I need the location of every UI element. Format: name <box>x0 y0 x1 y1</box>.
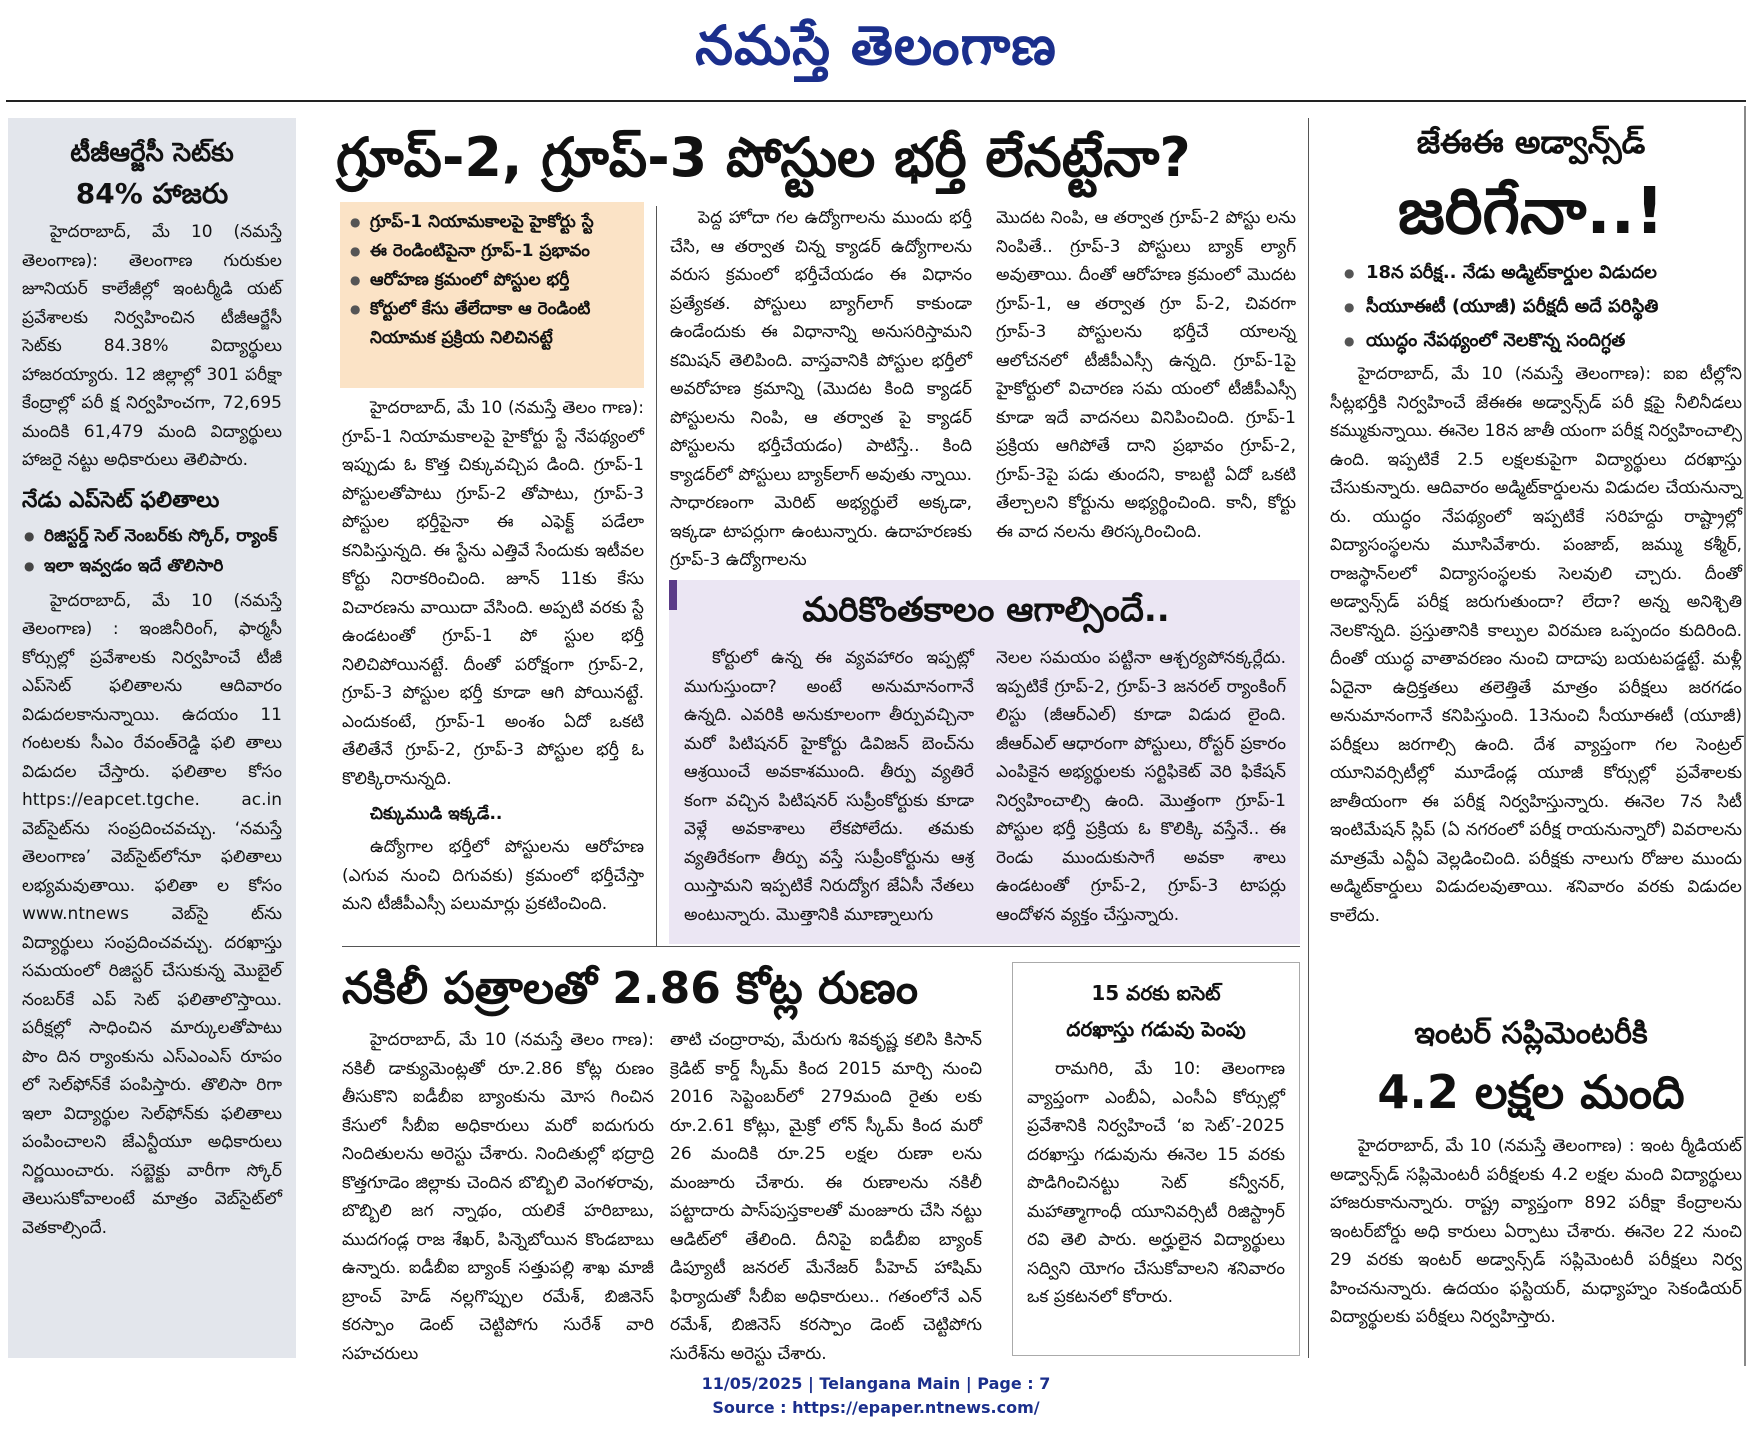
jee-text: హైదరాబాద్, మే 10 (నమస్తే తెలంగాణ): ఐఐ టీల్లోని సీట్లభర్తీకి నిర్వహించే జేఈఈ అడ్వాన్స్‌డ్ పరీ క్షపై నీలినీడలు కమ్ముకున్నాయి. ఈనెల 18న జాతీ యంగా పరీక్ష నిర్వహించాల్సి ఉంది. ఇప్పటికే 2.5 లక్షలకుపైగా విద్యార్థులు దరఖాస్తు చేసుకున్నారు. ఆదివారం అడ్మిట్‌కార్డులను విడుదల చేయనున్నా రు. యుద్ధం నేపథ్యంలో ఇప్పటికే సరిహద్దు రాష్ట్రాల్లో విద్యాసంస్థలను మూసివేశారు. పంజాబ్, జమ్ము కశ్మీర్, రాజస్థాన్‌లలో విద్యాసంస్థలకు సెలవులి చ్చారు. దీంతో అడ్వాన్స్‌డ్ పరీక్ష జరుగుతుందా? లేదా? అన్న అనిశ్చితి నెలకొన్నది. ప్రస్తుతానికి కాల్పుల విరమణ ఒప్పందం కుదిరింది. దీంతో యుద్ధ వాతావరణం నుంచి దాదాపు బయటపడ్డట్టే. మళ్లీ ఏదైనా ఉద్రిక్తతలు తలెత్తితే మాత్రం పరీక్షలు జరగడం అనుమానంగానే కనిపిస్తుంది. 13నుంచి సీయూఈటీ (యూజీ) పరీక్షలు జరగాల్సి ఉంది. దేశ వ్యాప్తంగా గల సెంట్రల్ యూనివర్సిటీల్లో మూడేండ్ల యూజీ కోర్సుల్లో ప్రవేశాలకు జాతీయంగా ఈ పరీక్ష నిర్వహిస్తున్నారు. ఈనెల 7న సిటీ ఇంటిమేషన్ స్లిప్ (ఏ నగరంలో పరీక్ష రాయనున్నారో) వివరాలను మాత్రమే ఎన్టీఏ వెల్లడించింది. పరీక్షకు నాలుగు రోజుల ముందు అడ్మిట్‌కార్డులు విడుదలవుతాయి. శనివారం వరకు విడుదల కాలేదు. <box>1330 364 1742 926</box>
icet-text: రామగిరి, మే 10: తెలంగాణ వ్యాప్తంగా ఎంబీఏ, ఎంసీఏ కోర్సుల్లో ప్రవేశానికి నిర్వహించే ‘ఐ సెట్’-2025 దరఖాస్తు గడువును ఈనెల 15 వరకు పొడిగించినట్టు సెట్ కన్వీనర్, మహాత్మాగాంధీ యూనివర్సిటీ రిజిస్ట్రార్ రవి తెలి పారు. అర్హులైన విద్యార్థులు సద్విని యోగం చేసుకోవాలని శనివారం ఒక ప్రకటనలో కోరారు. <box>1027 1059 1285 1307</box>
main-column-1 <box>342 394 644 919</box>
highlight-item: ● గ్రూప్-1 నియామకాలపై హైకోర్టు స్టే <box>350 208 634 237</box>
loan-col1-text: హైదరాబాద్, మే 10 (నమస్తే తెలం గాణ): నకిలీ డాక్యుమెంట్లతో రూ.2.86 కోట్ల రుణం తీసుకొని ఐడీబీఐ బ్యాంకును మోస గించిన కేసులో సీబీఐ అధికారులు మరో ఐదుగురు నిందితులను అరెస్టు చేశారు. నిందితుల్లో భద్రాద్రి కొత్తగూడెం జిల్లాకు చెందిన బొబ్బిలి వెంగళరావు, బొబ్బిలి జగ న్నాథం, యలికే హరిబాబు, ముదగండ్ల రాజ శేఖర్, పిన్నెబోయిన కొండబాబు ఉన్నారు. ఐడీబీఐ బ్యాంక్ సత్తుపల్లి శాఖ మాజీ బ్రాంచ్ హెడ్ నల్లగొప్పుల రమేశ్, బిజినెస్ కరస్పాం డెంట్ చెట్టిపోగు సురేశ్ వారి సహచరులు <box>342 1030 654 1364</box>
main-highlights-box <box>340 202 644 388</box>
loan-column-1 <box>342 1026 654 1368</box>
page-footer <box>0 1372 1752 1420</box>
highlight-item: ● ఈ రెండింటిపైనా గ్రూప్-1 ప్రభావం <box>350 237 634 266</box>
jee-headline-big: జరిగేనా..! <box>1397 175 1665 249</box>
main-col1-text2: ఉద్యోగాల భర్తీలో పోస్టులను ఆరోహణ (ఎగువ నుంచి దిగువకు) క్రమంలో భర్తీచేస్తా మని టీజీపీఎస్సీ పలుమార్లు ప్రకటించింది. <box>342 837 644 914</box>
inter-headline-small: ఇంటర్ సప్లిమెంటరీకి <box>1414 1016 1648 1051</box>
newspaper-logo: నమస్తే తెలంగాణ <box>695 14 1057 77</box>
eapcet-bullets <box>22 521 282 581</box>
eapcet-story-text: హైదరాబాద్, మే 10 (నమస్తే తెలంగాణ) : ఇంజినీరింగ్, ఫార్మసీ కోర్సుల్లో ప్రవేశాలకు నిర్వహించే టీజీ ఎప్‌సెట్ ఫలితాలను ఆదివారం విడుదలకానున్నాయి. ఉదయం 11 గంటలకు సీఎం రేవంత్‌రెడ్డి ఫలి తాలు విడుదల చేస్తారు. ఫలితాల కోసం https://eapcet.tgche. ac.in వెబ్‌సైట్‌ను సంప్రదించవచ్చు. ‘నమస్తే తెలంగాణ’ వెబ్‌సైట్‌లోనూ ఫలితాలు లభ్యమవుతాయి. ఫలితా ల కోసం www.ntnews వెబ్‌సై ట్‌ను విద్యార్థులు సంప్రదించవచ్చు. దరఖాస్తు సమయంలో రిజిస్టర్ చేసుకున్న మొబైల్ నంబర్‌కే ఎప్ సెట్ ఫలితాలొస్తాయి. పరీక్షల్లో సాధించిన మార్కులతోపాటు పొం దిన ర్యాంకును ఎస్ఎంఎస్ రూపం లో సెల్‌ఫోన్‌కే పంపిస్తారు. తొలిసా రిగా ఇలా విద్యార్థుల సెల్‌ఫోన్‌కు ఫలితాలు పంపించాలని జేఎన్టీయూ అధికారులు నిర్ణయించారు. సబ్జెక్టు వారీగా స్కోర్ తెలుసుకోవాలంటే మాత్రం వెబ్‌సైట్‌లో వెతకాల్సిందే. <box>22 590 282 1238</box>
icet-headline-line2: దరఖాస్తు గడువు పెంపు <box>1066 1017 1246 1041</box>
loan-headline: నకిలీ పత్రాలతో 2.86 కోట్ల రుణం <box>342 963 918 1014</box>
main-column-2 <box>670 204 972 575</box>
main-col2-text: పెద్ద హోదా గల ఉద్యోగాలను ముందు భర్తీ చేసి, ఆ తర్వాత చిన్న క్యాడర్ ఉద్యోగాలను వరుస క్రమంలో భర్తీచేయడం ఈ విధానం ప్రత్యేకత. పోస్టులు బ్యాగ్‌లాగ్ కాకుండా ఉండేందుకు ఈ విధానాన్ని అనుసరిస్తామని కమిషన్ తెలిపింది. వాస్తవానికి పోస్టుల భర్తీలో అవరోహణ క్రమాన్ని (మొదట కింది క్యాడర్ పోస్టులను నింపి, ఆ తర్వాత పై క్యాడర్ పోస్టులను భర్తీచేయడం) పాటిస్తే.. కింది క్యాడర్‌లో పోస్టులు బ్యాక్‌లాగ్ అవుతు న్నాయి. సాధారణంగా మెరిట్ అభ్యర్థులే అక్కడా, ఇక్కడా టాపర్లుగా ఉంటున్నారు. ఉదాహరణకు గ్రూప్-3 ఉద్యోగాలను <box>670 208 972 570</box>
analysis-col2-text: నెలల సమయం పట్టినా ఆశ్చర్యపోనక్కర్లేదు. ఇప్పటికే గ్రూప్-2, గ్రూప్-3 జనరల్ ర్యాంకింగ్ లిస్టు (జీఆర్‌ఎల్) కూడా విడుద లైంది. జీఆర్‌ఎల్ ఆధారంగా పోస్టులు, రోస్టర్ ప్రకారం ఎంపికైన అభ్యర్థులకు సర్టిఫికెట్ వెరి ఫికేషన్ నిర్వహించాల్సి ఉంది. మొత్తంగా గ్రూప్-1 పోస్టుల భర్తీ ప్రక్రియ ఓ కొలిక్కి వస్తేనే.. ఈ రెండు ముందుకుసాగే అవకా శాలు ఉండటంతో గ్రూప్-2, గ్రూప్-3 టాపర్లు ఆందోళన వ్యక్తం చేస్తున్నారు. <box>996 648 1286 925</box>
main-headline: గ్రూప్-2, గ్రూప్-3 పోస్టుల భర్తీ లేనట్టేనా? <box>336 126 1191 189</box>
jee-headline-small: జేఈఈ అడ్వాన్స్‌డ్ <box>1416 123 1646 161</box>
masthead-rule <box>6 100 1746 102</box>
eapcet-headline: నేడు ఎప్‌సెట్ ఫలితాలు <box>22 487 220 513</box>
icet-headline-line1: 15 వరకు ఐసెట్ <box>1091 981 1221 1005</box>
analysis-box-headline: మరికొంతకాలం ఆగాల్సిందే.. <box>802 590 1170 630</box>
jee-bullet: ● 18న పరీక్ష.. నేడు అడ్మిట్‌కార్డుల విడుదల <box>1344 256 1744 290</box>
sidebar-briefs <box>8 118 296 1358</box>
inter-headline-big: 4.2 లక్షల మంది <box>1377 1065 1685 1119</box>
eapcet-bullet: ● రిజిస్టర్డ్ సెల్ నెంబర్‌కు స్కోర్, ర్యాంక్ <box>22 521 282 551</box>
highlight-item: ● ఆరోహణ క్రమంలో పోస్టుల భర్తీ <box>350 266 634 295</box>
main-col1-text: హైదరాబాద్, మే 10 (నమస్తే తెలం గాణ): గ్రూప్-1 నియామకాలపై హైకోర్టు స్టే నేపథ్యంలో ఇప్పుడు ఓ కొత్త చిక్కువచ్చిప డింది. గ్రూప్-1 పోస్టులతోపాటు గ్రూప్-2 తోపాటు, గ్రూప్-3 పోస్టుల భర్తీపైనా ఈ ఎఫెక్ట్ పడేలా కనిపిస్తున్నది. ఈ స్టేను ఎత్తివే సేందుకు ఇటీవల కోర్టు నిరాకరించింది. జూన్ 11కు కేసు విచారణను వాయిదా వేసింది. అప్పటి వరకు స్టే ఉండటంతో గ్రూప్-1 పో స్టుల భర్తీ నిలిచిపోయినట్టే. దీంతో పరోక్షంగా గ్రూప్-2, గ్రూప్-3 పోస్టుల భర్తీ కూడా ఆగి పోయినట్టే. ఎందుకంటే, గ్రూప్-1 అంశం ఏదో ఒకటి తేలితేనే గ్రూప్-2, గ్రూప్-3 పోస్టుల భర్తీ ఓ కొలిక్కిరానున్నది. <box>342 398 644 789</box>
loan-col2-text: తాటి చంద్రారావు, మేరుగు శివకృష్ణ కలిసి కిసాన్ క్రెడిట్ కార్డ్ స్కీమ్ కింద 2015 మార్చి నుంచి 2016 సెప్టెంబర్‌లో 279మంది రైతు లకు రూ.2.61 కోట్లు, మైక్రో లోన్ స్కీమ్ కింద మరో 26 మందికి రూ.25 లక్షల రుణా లను మంజూరు చేశారు. ఈ రుణాలను నకిలీ పట్టాదారు పాస్‌పుస్తకాలతో మంజూరు చేసి నట్టు ఆడిట్‌లో తేలింది. దీనిపై ఐడీబీఐ బ్యాంక్ డిప్యూటీ జనరల్ మేనేజర్ పీహెచ్ హాషిమ్ ఫిర్యాదుతో సీబీఐ అధికారులు.. గతంలోనే ఎన్ రమేశ్, బిజినెస్ కరస్పాం డెంట్ చెట్టిపోగు సురేశ్‌ను అరెస్టు చేశారు. <box>670 1030 982 1364</box>
jee-bullet: ● సీయూఈటీ (యూజీ) పరీక్షదీ అదే పరిస్థితి <box>1344 290 1744 324</box>
icet-box <box>1012 962 1300 1356</box>
main-column-3 <box>996 204 1296 546</box>
page-edge <box>1744 106 1746 1366</box>
loan-column-2 <box>670 1026 982 1368</box>
eapcet-bullet: ● ఇలా ఇవ్వడం ఇదే తొలిసారి <box>22 551 282 581</box>
tgrjc-headline-line1: టీజీఆర్జేసీ సెట్‌కు <box>70 138 234 168</box>
main-col3-text: మొదట నింపి, ఆ తర్వాత గ్రూప్-2 పోస్టు లను నింపితే.. గ్రూప్-3 పోస్టులు బ్యాక్ ల్యాగ్ అవుతాయి. దీంతో ఆరోహణ క్రమంలో మొదట గ్రూప్-1, ఆ తర్వాత గ్రూ ప్-2, చివరగా గ్రూప్-3 పోస్టులను భర్తీచే యాలన్న ఆలోచనలో టీజీపీఎస్సీ ఉన్నది. గ్రూప్-1పై హైకోర్టులో విచారణ సమ యంలో టీజీపీఎస్సీ కూడా ఇదే వాదనలు వినిపించింది. గ్రూప్-1 ప్రక్రియ ఆగిపోతే దాని ప్రభావం గ్రూప్-2, గ్రూప్-3పై పడు తుందని, కాబట్టి ఏదో ఒకటి తేల్చాలని కోర్టును అభ్యర్థించింది. కానీ, కోర్టు ఈ వాద నలను తిరస్కరించింది. <box>996 208 1296 542</box>
tgrjc-headline-line2: 84% హాజరు <box>75 177 229 210</box>
inter-text: హైదరాబాద్, మే 10 (నమస్తే తెలంగాణ) : ఇంట ర్మీడియట్ అడ్వాన్స్‌డ్ సప్లిమెంటరీ పరీక్షలకు 4.2 లక్షల మంది విద్యార్థులు హాజరుకానున్నారు. రాష్ట్ర వ్యాప్తంగా 892 పరీక్షా కేంద్రాలను ఇంటర్‌బోర్డు అధి కారులు ఏర్పాటు చేశారు. ఈనెల 22 నుంచి 29 వరకు ఇంటర్ అడ్వాన్స్‌డ్ సప్లిమెంటరీ పరీక్షలు నిర్వ హించనున్నారు. ఉదయం ఫస్టియర్, మధ్యాహ్నం సెకండియర్ విద్యార్థులకు పరీక్షలు నిర్వహిస్తారు. <box>1330 1136 1742 1327</box>
footer-date-page: 11/05/2025 | Telangana Main | Page : 7 <box>701 1374 1051 1393</box>
section-divider <box>342 946 1300 947</box>
tgrjc-story-text: హైదరాబాద్, మే 10 (నమస్తే తెలంగాణ): తెలంగాణ గురుకుల జూనియర్ కాలేజీల్లో ఇంటర్మీడి యట్ ప్రవేశాలకు నిర్వహించిన టీజీఆర్జేసీ సెట్‌కు 84.38% విద్యార్థులు హాజరయ్యారు. 12 జిల్లాల్లో 301 పరీక్షా కేంద్రాల్లో పరీ క్ష నిర్వహించగా, 72,695 మందికి 61,479 మంది విద్యార్థులు హాజరై నట్టు అధికారులు తెలిపారు. <box>22 222 282 470</box>
jee-bullet: ● యుద్ధం నేపథ్యంలో నెలకొన్న సందిగ్ధత <box>1344 324 1744 358</box>
highlight-item: ● కోర్టులో కేసు తేలేదాకా ఆ రెండింటి నియామక ప్రక్రియ నిలిచినట్టే <box>350 295 634 353</box>
analysis-box-column-2 <box>996 644 1286 929</box>
box-accent-bar <box>669 580 677 610</box>
column-divider <box>656 206 657 946</box>
analysis-col1-text: కోర్టులో ఉన్న ఈ వ్యవహారం ఇప్పట్లో ముగుస్తుందా? అంటే అనుమానంగానే ఉన్నది. ఎవరికి అనుకూలంగా తీర్పువచ్చినా మరో పిటిషనర్ హైకోర్టు డివిజన్ బెంచ్‌ను ఆశ్రయించే అవకాశముంది. తీర్పు వ్యతిరే కంగా వచ్చిన పిటిషనర్ సుప్రీంకోర్టుకు కూడా వెళ్లే అవకాశాలు లేకపోలేదు. తమకు వ్యతిరేకంగా తీర్పు వస్తే సుప్రీంకోర్టును ఆశ్ర యిస్తామని ఇప్పటికే నిరుద్యోగ జేఏసీ నేతలు అంటున్నారు. మొత్తానికి మూణ్నాలుగు <box>684 648 974 925</box>
jee-bullets <box>1344 256 1744 358</box>
jee-column <box>1330 360 1742 930</box>
inter-column <box>1330 1132 1742 1332</box>
column-divider <box>1308 118 1309 1358</box>
main-col1-subhead: చిక్కుముడి ఇక్కడే.. <box>370 804 503 824</box>
analysis-box-column-1 <box>684 644 974 929</box>
footer-source: Source : https://epaper.ntnews.com/ <box>712 1398 1040 1417</box>
masthead <box>0 0 1752 100</box>
